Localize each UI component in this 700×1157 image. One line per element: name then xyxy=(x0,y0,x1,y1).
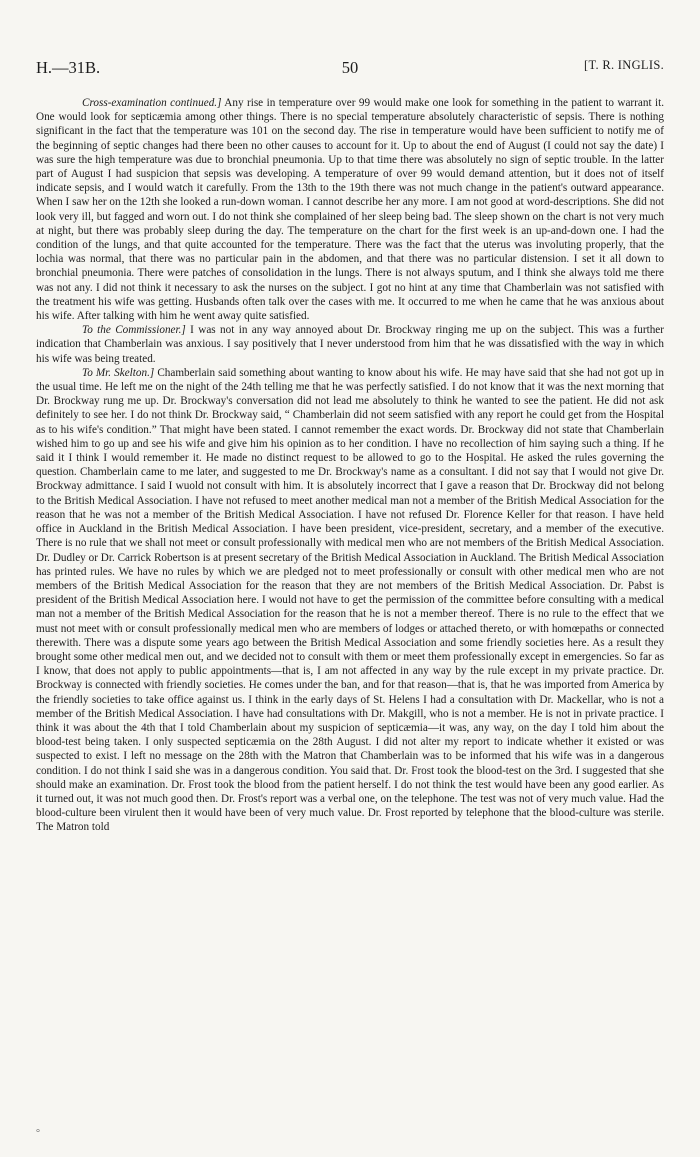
paragraph xyxy=(36,323,664,366)
paragraph xyxy=(36,96,664,323)
document-body xyxy=(36,96,664,835)
paragraph-text: I was not in any way annoyed about Dr. Brockway ringing me up on the subject. This was a further indication that Chamberlain was anxious. I say positively that I never understood from him that he was dissatisfied with the way in which his wife was being treated. xyxy=(36,324,664,365)
page-header xyxy=(36,58,664,82)
paragraph-lead: Cross-examination continued.] xyxy=(82,97,222,109)
witness-name: [T. R. INGLIS. xyxy=(584,58,664,72)
paper-reference: H.—31B. xyxy=(36,58,101,77)
margin-mark: ° xyxy=(36,1128,40,1139)
paragraph-lead: To Mr. Skelton.] xyxy=(82,366,155,379)
paragraph-lead: To the Commissioner.] xyxy=(82,324,186,337)
paragraph xyxy=(36,366,664,835)
paragraph-text: Any rise in temperature over 99 would make one look for something in the patient to warrant it. One would look for septicæmia among other things. There is no special temperature absolutely characteristic of sepsis. There is nothing significant in the fact that the temperature was 101 on the second day. The rise in temperature would have been sufficient to notify me of the beginning of septic changes had there been no other causes to account for it. Up to about the end of August (I could not say the date) I was sure the high temperature was due to bronchial pneumonia. Up to that time there was absolutely no sign of septic trouble. In the latter part of August I had suspicion that sepsis was developing. A temperature of over 99 would demand attention, but it does not of itself indicate sepsis, and I would watch it carefully. From the 13th to the 19th there was not much change in the patient's outward appearance. When I saw her on the 12th she looked a run-down woman. I cannot describe her any more. I am not good at word-descriptions. She did not look very ill, but fagged and worn out. I do not think she complained of her sleep being bad. The sleep shown on the chart is not very much at night, but there was probably sleep during the day. The temperature on the chart for the first week is an up-and-down one. I had the condition of the lungs, and that quite accounted for the temperature. There was the fact that the uterus was involuting properly, that the lochia was normal, that there was no particular pain in the abdomen, and that there was no particular distension. I set it all down to bronchial pneumonia. There were patches of consolidation in the lungs. There is not always sputum, and I think she always told me there was not any. I did not think it necessary to ask the nurses on the subject. I got no hint at any time that Chamberlain was not satisfied with the treatment his wife was getting. Husbands often talk over the cases with me. It occurred to me when he came that he was anxious about his wife. After talking with him he went away quite satisfied. xyxy=(36,97,665,323)
page-number: 50 xyxy=(341,58,359,77)
paragraph-text: Chamberlain said something about wanting to know about his wife. He may have said that she had not got up in the usual time. He left me on the night of the 24th telling me that he was perfectly satisfied. I do not know that it was the next morning that Dr. Brockway rung me up. Dr. Brockway's conversation did not lead me absolutely to think he wanted to see the patient. He did not ask definitely to see her. I do not think Dr. Brockway said, “ Chamberlain did not seem satisfied with any report he could get from the Hospital as to his wife's condition.” That might have been stated. I cannot remember the exact words. Dr. Brockway did not state that Chamberlain wished him to go up and see his wife and give him his opinion as to her condition. I have no recollection of him saying such a thing. If he said it I think I would remember it. He made no distinct request to be allowed to go to the Hospital. He asked the rules governing the question. Chamberlain came to me later, and suggested to me Dr. Brockway's name as a consultant. I did not say that I would not give Dr. Brockway admittance. I said I wuold not consult with him. It is absolutely incorrect that I gave a reason that Dr. Brockway did not belong to the British Medical Association. I have not refused to meet another medical man not a member of the British Medical Association for the reason that he was not a member of the British Medical Association. I have not refused Dr. Florence Keller for that reason. I have held office in Auckland in the British Medical Association. I have been president, vice-president, secretary, and a member of the executive. There is no rule that we shall not meet or consult professionally with medical men who are not members of the British Medical Association. Dr. Dudley or Dr. Carrick Robertson is at present secretary of the British Medical Association in Auckland. The British Medical Association has printed rules. We have no rules by which we are pledged not to meet professionally or consult with other medical men who are not members of the British Medical Association for the reason that they are not members of the British Medical Association. Dr. Pabst is president of the British Medical Association here. I would not have to get the permission of the committee before consulting with a medical man not a member of the British Medical Association for the reason that he is not a member thereof. There is no rule to the effect that we must not meet with or consult professionally medical men who are members of lodges or attached thereto, or with homœpaths or connected therewith. There was a dispute some years ago between the British Medical Association and some friendly societies here. As a result they brought some other medical men out, and we decided not to consult with them or meet them professionally except in emergencies. So far as I know, that does not apply to public appointments—that is, I am not affected in any way by the rule except in my private practice. Dr. Brockway is connected with friendly societies. He comes under the ban, and for that reason—that is, that he was imported from America by the friendly societies to take office against us. I think in the early days of St. Helens I had a consultation with Dr. Mackellar, who is not a member of the British Medical Association. I have had consultations with Dr. Makgill, who is not a member. He is not in private practice. I think it was about the 4th that I told Chamberlain about my suspicion of septicæmia—it was, any way, on the day I told him about the blood-test being taken. I only suspected septicæmia on the 28th August. I did not alter my report to indicate whether it existed or was suspected to exist. I left no message on the 28th with the Matron that Chamberlain was to be informed that his wife was in a dangerous condition. I do not think I said she was in a dangerous condition. You said that. Dr. Frost took the blood-test on the 3rd. I suggested that she should make an examination. Dr. Frost took the blood from the patient herself. I do not think the test would have been any good earlier. As it turned out, it was not much good then. Dr. Frost's report was a verbal one, on the telephone. The test was not of very much value. Had the blood-culture been virulent then it would have been of very much value. Dr. Frost reported by telephone that the blood-culture was sterile. The Matron told xyxy=(36,366,664,834)
